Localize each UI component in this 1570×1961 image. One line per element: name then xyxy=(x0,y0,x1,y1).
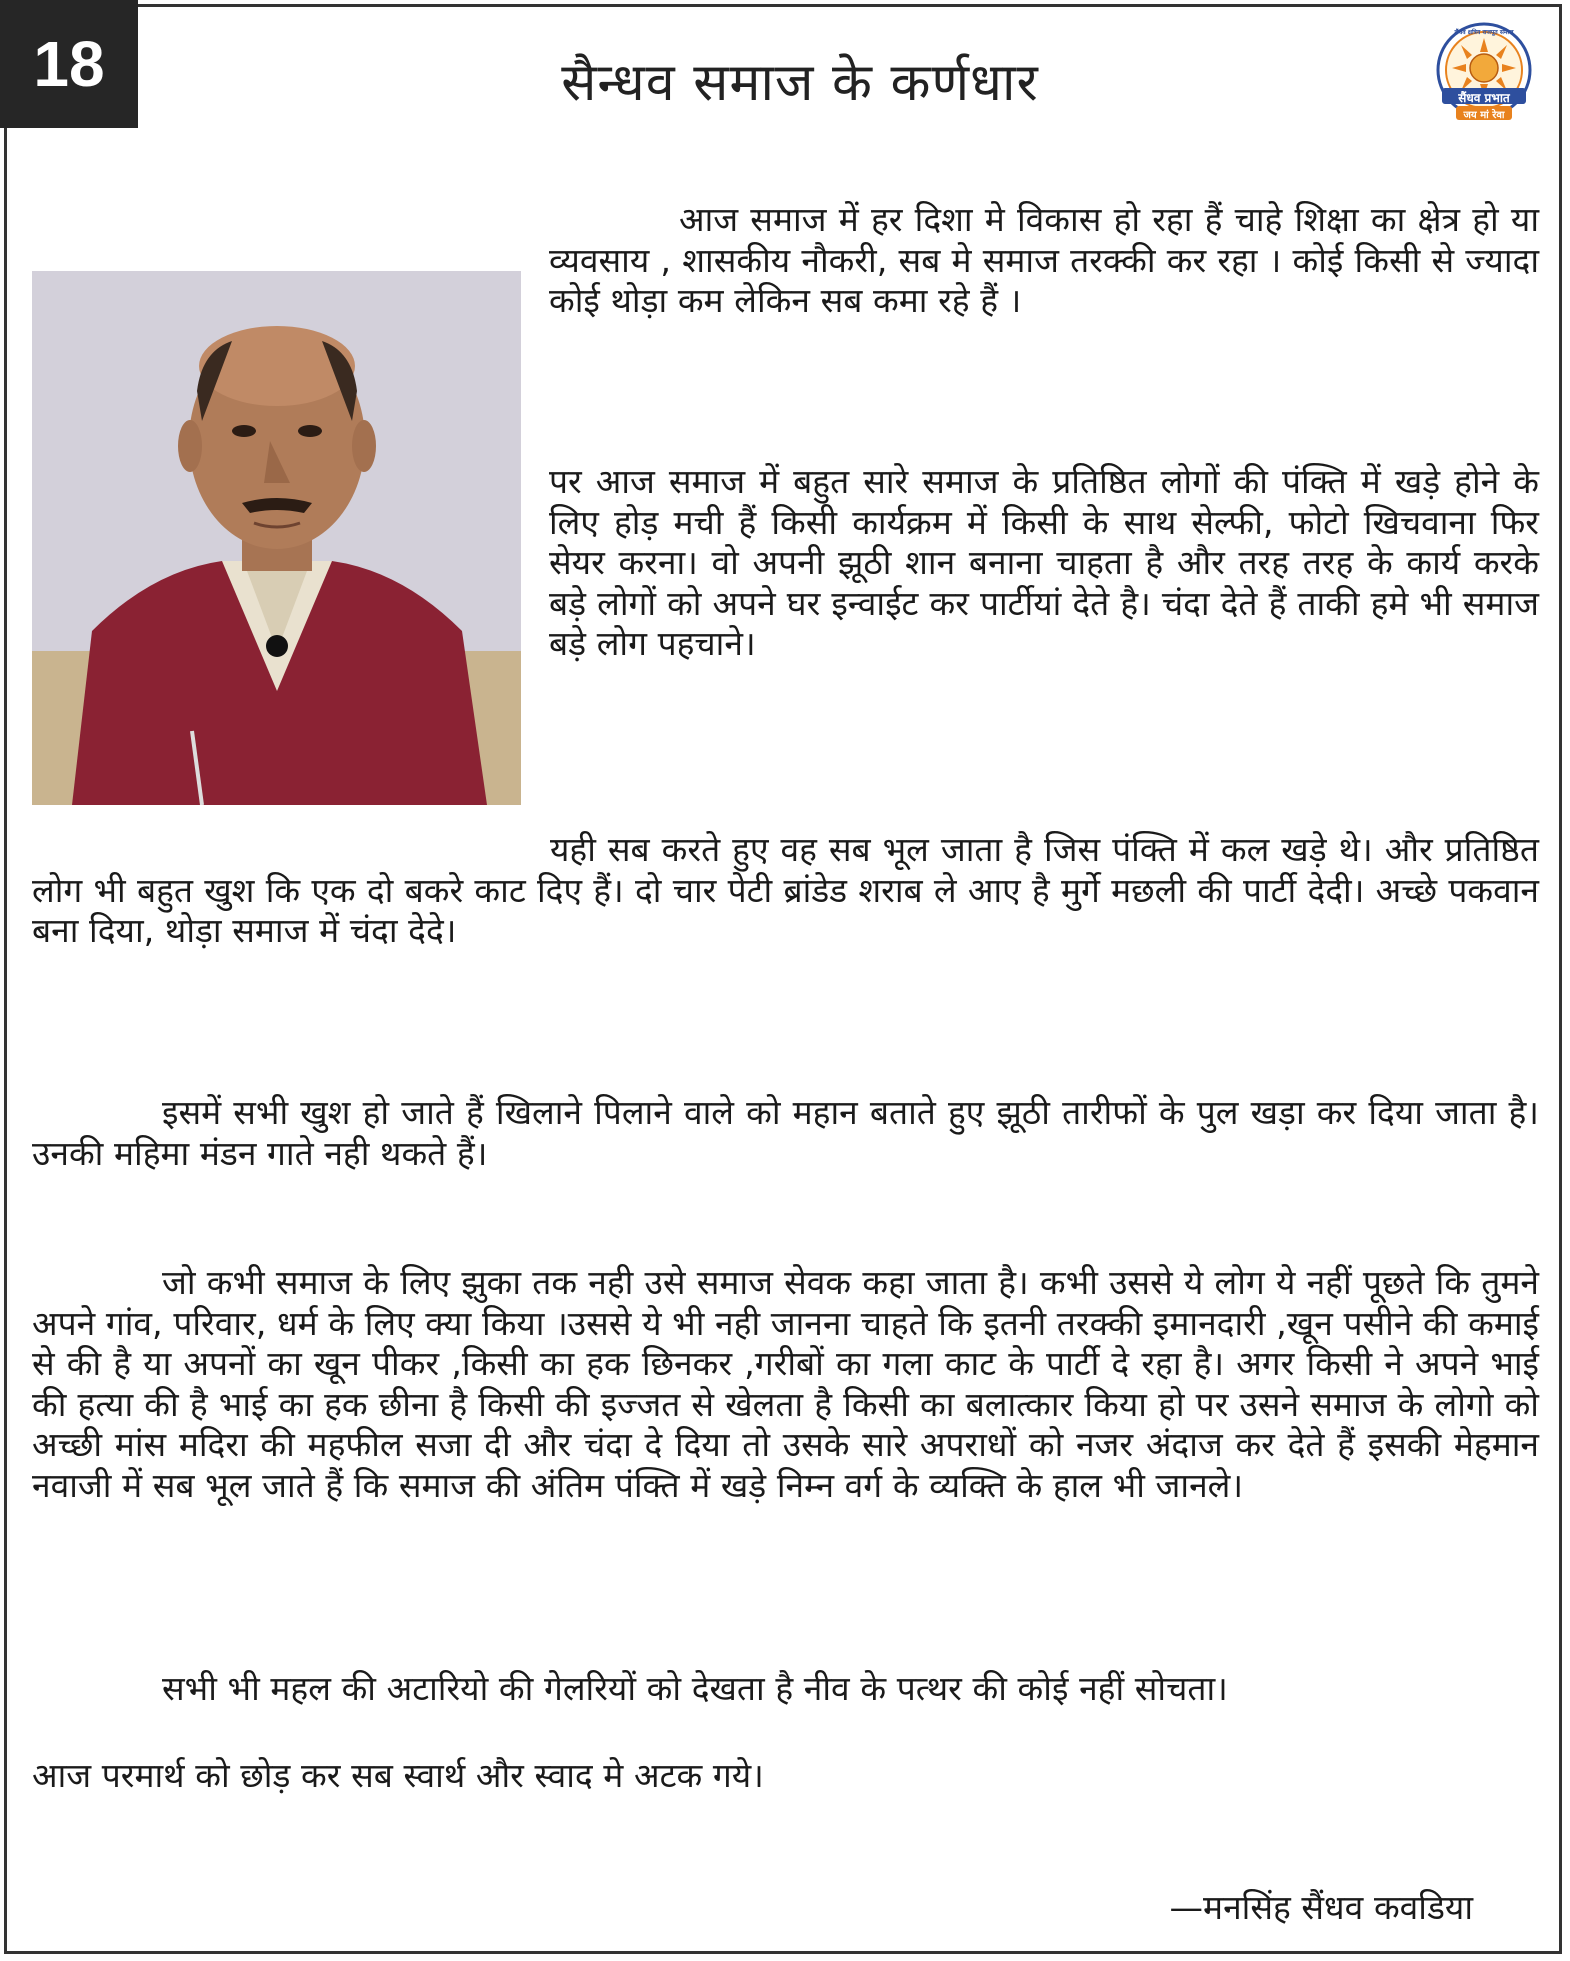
author-portrait xyxy=(32,271,521,805)
logo-banner: सैंधव प्रभात xyxy=(1458,91,1510,105)
article-paragraph-7: आज परमार्थ को छोड़ कर सब स्वार्थ और स्वाद मे अटक गये। xyxy=(32,1756,764,1795)
article-paragraph-3: यही सब करते हुए वह सब भूल जाता है जिस पंक्ति में कल खड़े थे। और प्रतिष्ठित लोग भी बहुत खुश कि एक दो बकरे काट दिए हैं। दो चार पेटी ब्रांडेड शराब ले आए है मुर्गे मछली की पार्टी देदी। अच्छे पकवान बना दिया, थोड़ा समाज में चंदा देदे। xyxy=(32,830,1539,950)
logo-motto: जय मां रेवा xyxy=(1463,110,1505,121)
article-paragraph-2: पर आज समाज में बहुत सारे समाज के प्रतिष्ठित लोगों की पंक्ति में खड़े होने के लिए होड़ मची हैं किसी कार्यक्रम में किसी के साथ सेल्फी, फोटो खिचवाना फिर सेयर करना। वो अपनी झूठी शान बनाना चाहता है और तरह तरह के कार्य करके बड़े लोगों को अपने घर इन्वाईट कर पार्टीयां देते है। चंदा देते हैं ताकी हमे भी समाज बड़े लोग पहचाने। xyxy=(549,462,1539,663)
page-number: 18 xyxy=(0,0,138,128)
page-title: सैन्धव समाज के कर्णधार xyxy=(561,53,1039,113)
author-signature: —मनसिंह सैंधव कवडिया xyxy=(1169,1888,1473,1927)
article-paragraph-5: जो कभी समाज के लिए झुका तक नही उसे समाज सेवक कहा जाता है। कभी उससे ये लोग ये नहीं पूछते कि तुमने अपने गांव, परिवार, धर्म के लिए क्या किया ।उससे ये भी नही जानना चाहते कि इतनी तरक्की इमानदारी ,खून पसीने की कमाई से की है या अपनों का खून पीकर ,किसी का हक छिनकर ,गरीबों का गला काट के पार्टी दे रहा है। अगर किसी ने अपने भाई की हत्या की है भाई का हक छीना है किसी की इज्जत से खेलता है किसी का बलात्कार किया हो पर उसने समाज के लोगो को अच्छी मांस मदिरा की महफील सजा दी और चंदा दे दिया तो उसके सारे अपराधों को नजर अंदाज कर देते हैं इसकी मेहमान नवाजी में सब भूल जाते हैं कि समाज की अंतिम पंक्ति में खड़े निम्न वर्ग के व्यक्ति के हाल भी जानले। xyxy=(32,1263,1539,1505)
sun-emblem-logo xyxy=(1428,22,1540,124)
article-paragraph-4: इसमें सभी खुश हो जाते हैं खिलाने पिलाने वाले को महान बताते हुए झूठी तारीफों के पुल खड़ा कर दिया जाता है। उनकी महिमा मंडन गाते नही थकते हैं। xyxy=(32,1093,1539,1173)
article-paragraph-6: सभी भी महल की अटारियो की गेलरियों को देखता है नीव के पत्थर की कोई नहीं सोचता। xyxy=(162,1669,1228,1708)
logo-top-text: सैंधव क्षत्रिय राजपूत समाज xyxy=(1454,29,1514,36)
article-paragraph-1: आज समाज में हर दिशा मे विकास हो रहा हैं चाहे शिक्षा का क्षेत्र हो या व्यवसाय , शासकीय नौकरी, सब मे समाज तरक्की कर रहा । कोई किसी से ज्यादा कोई थोड़ा कम लेकिन सब कमा रहे हैं । xyxy=(549,200,1539,320)
